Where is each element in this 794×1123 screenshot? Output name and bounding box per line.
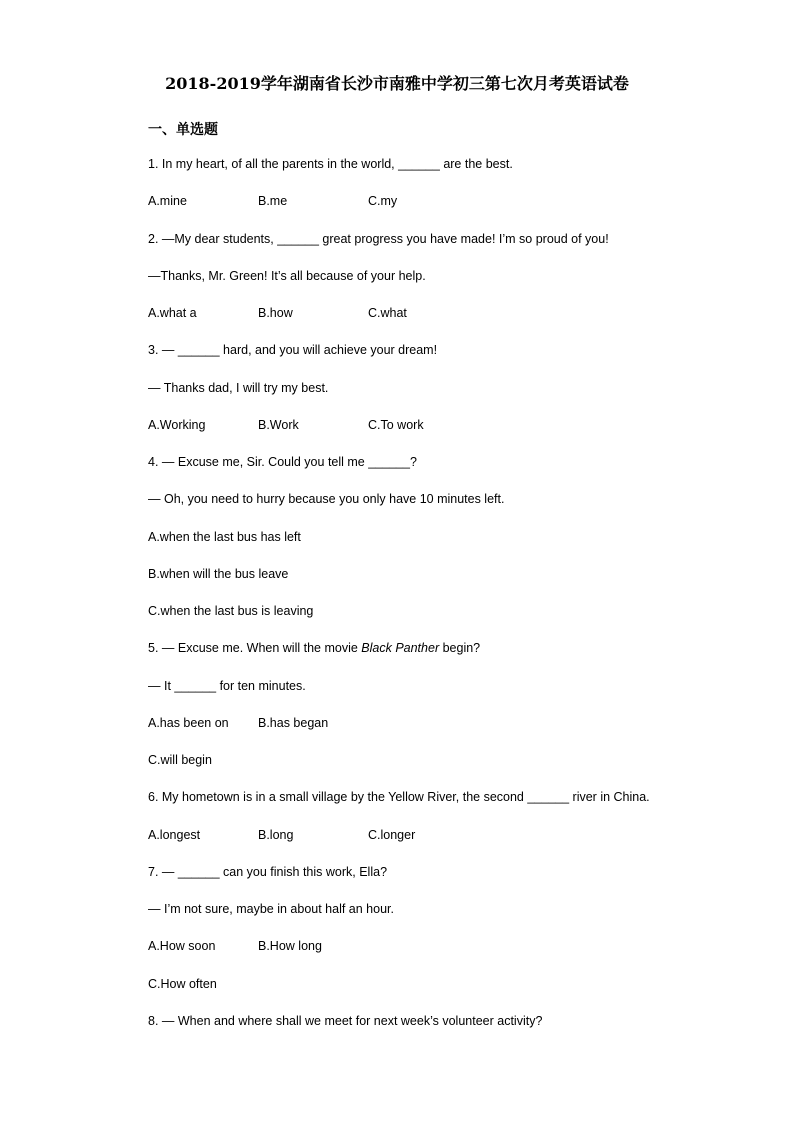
question-7-reply: — I’m not sure, maybe in about half an hour. bbox=[148, 902, 394, 916]
question-7-stem: 7. — ______ can you finish this work, Ella? bbox=[148, 865, 388, 879]
q6-option-c: C.longer bbox=[368, 828, 416, 842]
q4-option-c: C.when the last bus is leaving bbox=[148, 604, 314, 618]
question-3-reply: — Thanks dad, I will try my best. bbox=[148, 381, 329, 395]
q5-stem-start: 5. — Excuse me. When will the movie bbox=[148, 641, 362, 655]
page-title: 2018-2019学年湖南省长沙市南雅中学初三第七次月考英语试卷 bbox=[165, 74, 629, 93]
q1-option-b: B.me bbox=[258, 194, 288, 208]
q6-option-a: A.longest bbox=[148, 828, 201, 842]
q2-option-a: A.what a bbox=[148, 306, 197, 320]
q5-option-a: A.has been on bbox=[148, 716, 229, 730]
question-2-reply: —Thanks, Mr. Green! It’s all because of your help. bbox=[148, 269, 426, 283]
q2-option-b: B.how bbox=[258, 306, 293, 320]
question-4-reply: — Oh, you need to hurry because you only have 10 minutes left. bbox=[148, 492, 505, 506]
q4-option-b: B.when will the bus leave bbox=[148, 567, 289, 581]
q3-option-a: A.Working bbox=[148, 418, 206, 432]
question-5-reply: — It ______ for ten minutes. bbox=[148, 679, 306, 693]
question-6-stem: 6. My hometown is in a small village by the Yellow River, the second ______ river in China. bbox=[148, 790, 650, 804]
question-2-stem: 2. —My dear students, ______ great progress you have made! I’m so proud of you! bbox=[148, 232, 609, 246]
q7-option-a: A.How soon bbox=[148, 939, 216, 953]
question-3-stem: 3. — ______ hard, and you will achieve your dream! bbox=[148, 343, 438, 357]
question-1-stem: 1. In my heart, of all the parents in the world, ______ are the best. bbox=[148, 157, 513, 171]
q3-option-b: B.Work bbox=[258, 418, 299, 432]
movie-title: Black Panther bbox=[361, 641, 440, 655]
q5-option-c: C.will begin bbox=[148, 753, 212, 767]
q7-option-c: C.How often bbox=[148, 977, 217, 991]
section-heading: 一、单选题 bbox=[148, 121, 218, 137]
question-4-stem: 4. — Excuse me, Sir. Could you tell me ______? bbox=[148, 455, 417, 469]
q6-option-b: B.long bbox=[258, 828, 294, 842]
q4-option-a: A.when the last bus has left bbox=[148, 530, 301, 544]
q2-option-c: C.what bbox=[368, 306, 407, 320]
q5-stem-end: begin? bbox=[439, 641, 481, 655]
q3-option-c: C.To work bbox=[368, 418, 424, 432]
question-5-stem bbox=[148, 641, 480, 655]
q5-option-b: B.has began bbox=[258, 716, 329, 730]
q1-option-c: C.my bbox=[368, 194, 398, 208]
q7-option-b: B.How long bbox=[258, 939, 322, 953]
question-8-stem: 8. — When and where shall we meet for next week’s volunteer activity? bbox=[148, 1014, 543, 1028]
q1-option-a: A.mine bbox=[148, 194, 187, 208]
